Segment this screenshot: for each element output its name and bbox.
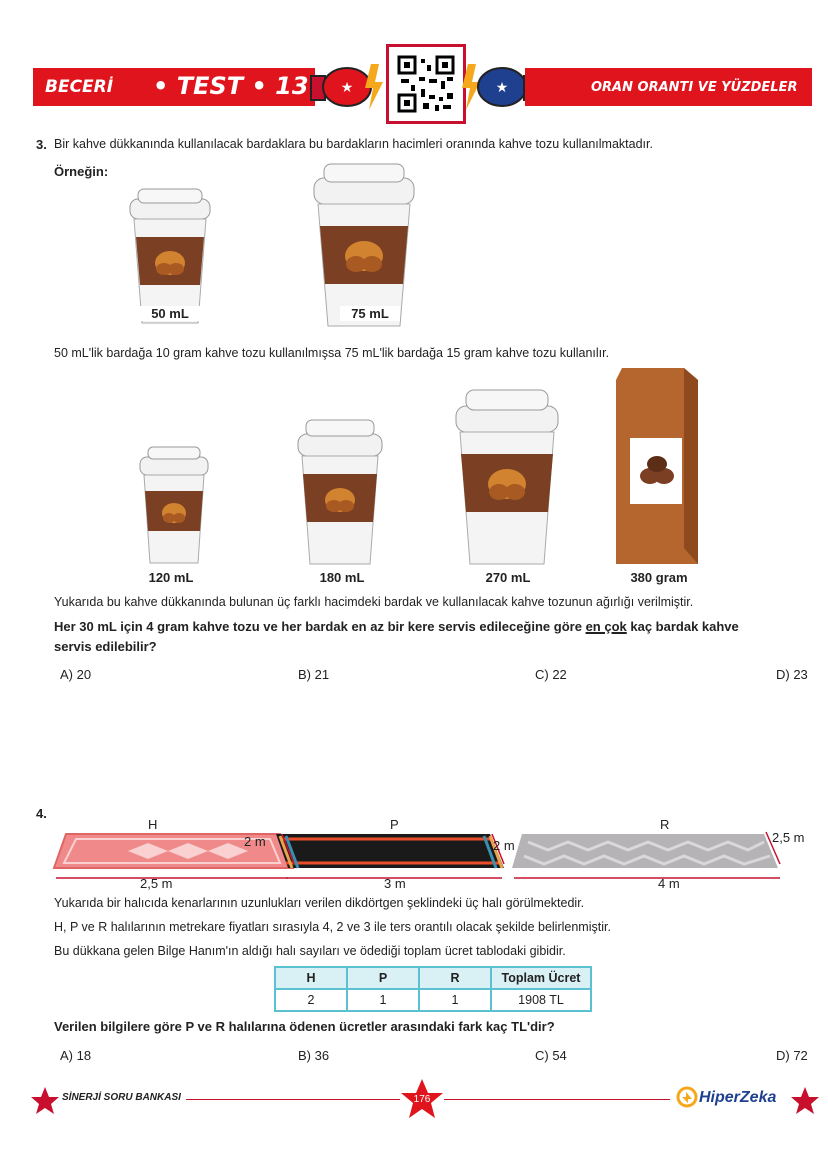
boxing-glove-red-icon [305, 62, 385, 112]
rug-p-name: P [390, 817, 399, 832]
table-header-row [275, 967, 591, 989]
rugs-illustration [48, 828, 828, 883]
footer-divider-left [186, 1099, 400, 1100]
rug-r-name: R [660, 817, 670, 832]
cup-label-270: 270 mL [485, 570, 531, 585]
q4-option-d[interactable]: D) 72 [776, 1048, 808, 1063]
star-left-icon [30, 1086, 60, 1116]
cup-label-120: 120 mL [148, 570, 194, 585]
q4-option-a[interactable]: A) 18 [60, 1048, 92, 1063]
table-cell: 2 [275, 989, 347, 1011]
q3-option-b[interactable]: B) 21 [298, 667, 330, 682]
rug-r-height: 2,5 m [772, 830, 805, 845]
cup-75ml-icon [308, 160, 420, 330]
rug-r-width: 4 m [658, 876, 680, 891]
page-number: 176 [413, 1094, 431, 1105]
rug-p-width: 3 m [384, 876, 406, 891]
table-header: R [419, 967, 491, 989]
cup-180ml-icon [294, 418, 386, 566]
cup-120ml-icon [136, 445, 212, 565]
question-4-question: Verilen bilgilere göre P ve R halılarına ödenen ücretler arasındaki fark kaç TL'dir? [54, 1019, 555, 1034]
question-3-question-line2: servis edilebilir? [54, 639, 157, 654]
question-4-line1: Yukarıda bir halıcıda kenarlarının uzunlukları verilen dikdörtgen şeklindeki üç halı görülmektedir. [54, 896, 585, 910]
question-4-line3: Bu dükkana gelen Bilge Hanım'ın aldığı halı sayıları ve ödediği toplam ücret tablodaki gibidir. [54, 944, 566, 958]
question-4-line2: H, P ve R halılarının metrekare fiyatları sırasıyla 4, 2 ve 3 ile ters orantılı olacak şekilde belirlenmiştir. [54, 920, 611, 934]
rug-h-height: 2 m [244, 834, 266, 849]
header-test-label: • TEST • 13 [153, 72, 309, 100]
emphasis-en-cok: en çok [585, 619, 627, 634]
hiperzeka-logo-icon [676, 1086, 698, 1108]
example-cup-label-2: 75 mL [340, 306, 400, 321]
footer-divider-right [444, 1099, 670, 1100]
table-header: H [275, 967, 347, 989]
q4-option-b[interactable]: B) 36 [298, 1048, 330, 1063]
table-header: Toplam Ücret [491, 967, 591, 989]
example-label: Örneğin: [54, 164, 109, 179]
svg-text:★: ★ [340, 80, 354, 96]
rug-h-width: 2,5 m [140, 876, 173, 891]
table-cell: 1 [347, 989, 419, 1011]
star-right-icon [790, 1086, 820, 1116]
header-banner-left [33, 68, 315, 106]
question-3-description: Yukarıda bu kahve dükkanında bulunan üç farklı hacimdeki bardak ve kullanılacak kahve tozunun ağırlığı verilmiştir. [54, 595, 694, 609]
cup-label-180: 180 mL [319, 570, 365, 585]
qr-code[interactable] [386, 44, 466, 124]
table-header: P [347, 967, 419, 989]
q3-option-c[interactable]: C) 22 [535, 667, 567, 682]
q3-option-a[interactable]: A) 20 [60, 667, 92, 682]
question-3-number: 3. [36, 137, 47, 152]
q4-option-c[interactable]: C) 54 [535, 1048, 567, 1063]
table-cell: 1 [419, 989, 491, 1011]
table-row [275, 989, 591, 1011]
cup-270ml-icon [452, 388, 562, 566]
footer-brand: HiperZeka [699, 1089, 777, 1106]
rug-p-height: 2 m [493, 838, 515, 853]
question-3-question-line1: Her 30 mL için 4 gram kahve tozu ve her bardak en az bir kere servis edileceğine göre en çok kaç bardak kahve [54, 619, 739, 634]
table-cell: 1908 TL [491, 989, 591, 1011]
example-text: 50 mL'lik bardağa 10 gram kahve tozu kullanılmışsa 75 mL'lik bardağa 15 gram kahve tozu kullanılır. [54, 346, 610, 360]
bag-label-380: 380 gram [630, 570, 688, 585]
rug-h-name: H [148, 817, 158, 832]
question-4-number: 4. [36, 806, 47, 821]
purchase-table [274, 966, 592, 1012]
header-left-label: BECERİ [45, 77, 114, 97]
header-right-label: ORAN ORANTI VE YÜZDELER [591, 80, 798, 95]
coffee-bag-icon [614, 368, 700, 566]
svg-text:★: ★ [495, 80, 509, 96]
header-banner-right [525, 68, 812, 106]
footer-series-name: SİNERJİ SORU BANKASI [62, 1092, 181, 1103]
example-cup-label-1: 50 mL [140, 306, 200, 321]
question-3-intro: Bir kahve dükkanında kullanılacak bardaklara bu bardakların hacimleri oranında kahve tozu kullanılmaktadır. [54, 137, 653, 151]
q3-option-d[interactable]: D) 23 [776, 667, 808, 682]
